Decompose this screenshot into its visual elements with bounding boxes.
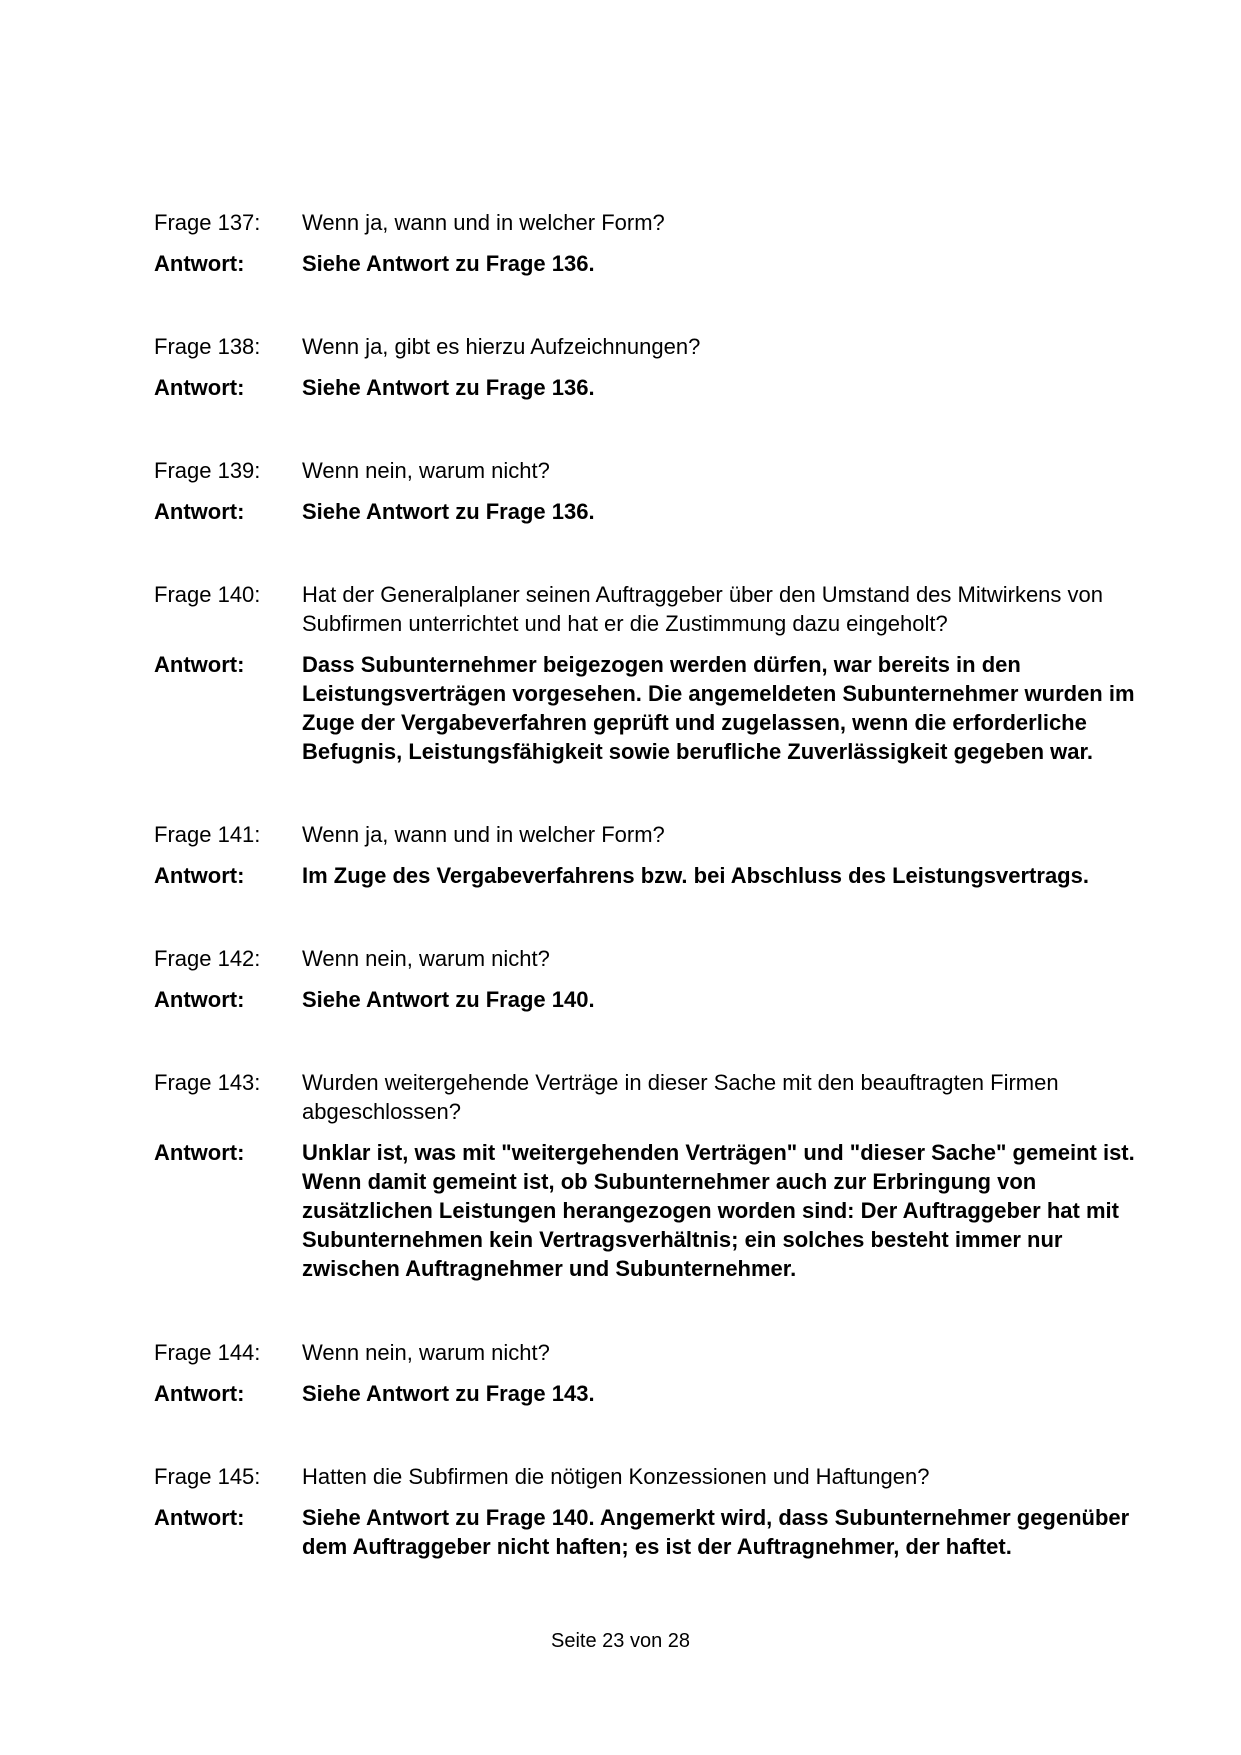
question-row <box>154 1462 1144 1491</box>
question-row <box>154 944 1144 973</box>
answer-label: Antwort: <box>154 863 245 888</box>
question-label: Frage 139: <box>154 458 261 483</box>
answer-label: Antwort: <box>154 375 245 400</box>
answer-text: Siehe Antwort zu Frage 143. <box>302 1381 595 1406</box>
question-row <box>154 1338 1144 1367</box>
question-label: Frage 142: <box>154 946 261 971</box>
answer-label: Antwort: <box>154 1381 245 1406</box>
question-row <box>154 456 1144 485</box>
question-label: Frage 141: <box>154 822 261 847</box>
qa-block-138 <box>154 332 1144 402</box>
question-label: Frage 140: <box>154 582 261 607</box>
qa-block-145 <box>154 1462 1144 1561</box>
answer-label: Antwort: <box>154 499 245 524</box>
question-text: Wenn ja, gibt es hierzu Aufzeichnungen? <box>302 334 701 359</box>
question-label: Frage 144: <box>154 1340 261 1365</box>
question-text: Wenn ja, wann und in welcher Form? <box>302 210 665 235</box>
answer-text: Siehe Antwort zu Frage 140. <box>302 987 595 1012</box>
question-text: Wenn nein, warum nicht? <box>302 946 550 971</box>
question-label: Frage 138: <box>154 334 261 359</box>
answer-row <box>154 1379 1144 1408</box>
question-text: Wenn nein, warum nicht? <box>302 1340 550 1365</box>
answer-label: Antwort: <box>154 251 245 276</box>
qa-block-144 <box>154 1338 1144 1408</box>
question-text: Hatten die Subfirmen die nötigen Konzessionen und Haftungen? <box>302 1464 930 1489</box>
answer-text: Siehe Antwort zu Frage 136. <box>302 499 595 524</box>
answer-label: Antwort: <box>154 987 245 1012</box>
answer-row <box>154 861 1144 890</box>
page-footer: Seite 23 von 28 <box>551 1630 690 1652</box>
answer-text: Im Zuge des Vergabeverfahrens bzw. bei Abschluss des Leistungsvertrags. <box>302 863 1089 888</box>
qa-block-137 <box>154 208 1144 278</box>
question-row <box>154 1068 1144 1126</box>
qa-block-140 <box>154 580 1144 766</box>
question-row <box>154 820 1144 849</box>
question-row <box>154 332 1144 361</box>
answer-row <box>154 650 1144 766</box>
answer-row <box>154 1138 1144 1283</box>
question-row <box>154 580 1144 638</box>
question-text: Wenn ja, wann und in welcher Form? <box>302 822 665 847</box>
answer-row <box>154 249 1144 278</box>
question-text: Hat der Generalplaner seinen Auftraggeber über den Umstand des Mitwirkens von Subfirmen unterrichtet und hat er die Zustimmung dazu eingeholt? <box>302 582 1104 636</box>
answer-label: Antwort: <box>154 1140 245 1165</box>
answer-text: Unklar ist, was mit "weitergehenden Verträgen" und "dieser Sache" gemeint ist. Wenn damit gemeint ist, ob Subunternehmer auch zur Erbringung von zusätzlichen Leistungen herangezogen worden sind: Der Auftraggeber hat mit Subunternehmen kein Vertragsverhältnis; ein solches besteht immer nur zwischen Auftragnehmer und Subunternehmer. <box>302 1140 1135 1281</box>
answer-label: Antwort: <box>154 652 245 677</box>
question-label: Frage 145: <box>154 1464 261 1489</box>
answer-label: Antwort: <box>154 1505 245 1530</box>
question-text: Wurden weitergehende Verträge in dieser Sache mit den beauftragten Firmen abgeschlossen? <box>302 1070 1059 1124</box>
answer-text: Siehe Antwort zu Frage 136. <box>302 251 595 276</box>
qa-block-141 <box>154 820 1144 890</box>
qa-block-143 <box>154 1068 1144 1283</box>
qa-block-142 <box>154 944 1144 1014</box>
answer-text: Siehe Antwort zu Frage 136. <box>302 375 595 400</box>
answer-row <box>154 1503 1144 1561</box>
question-text: Wenn nein, warum nicht? <box>302 458 550 483</box>
question-label: Frage 143: <box>154 1070 261 1095</box>
answer-text: Dass Subunternehmer beigezogen werden dürfen, war bereits in den Leistungsverträgen vorgesehen. Die angemeldeten Subunternehmer wurden im Zuge der Vergabeverfahren geprüft und zugelassen, wenn die erforderliche Befugnis, Leistungsfähigkeit sowie berufliche Zuverlässigkeit gegeben war. <box>302 652 1135 764</box>
answer-row <box>154 373 1144 402</box>
answer-row <box>154 497 1144 526</box>
question-label: Frage 137: <box>154 210 261 235</box>
answer-row <box>154 985 1144 1014</box>
question-row <box>154 208 1144 237</box>
qa-block-139 <box>154 456 1144 526</box>
answer-text: Siehe Antwort zu Frage 140. Angemerkt wird, dass Subunternehmer gegenüber dem Auftraggeber nicht haften; es ist der Auftragnehmer, der haftet. <box>302 1505 1130 1559</box>
